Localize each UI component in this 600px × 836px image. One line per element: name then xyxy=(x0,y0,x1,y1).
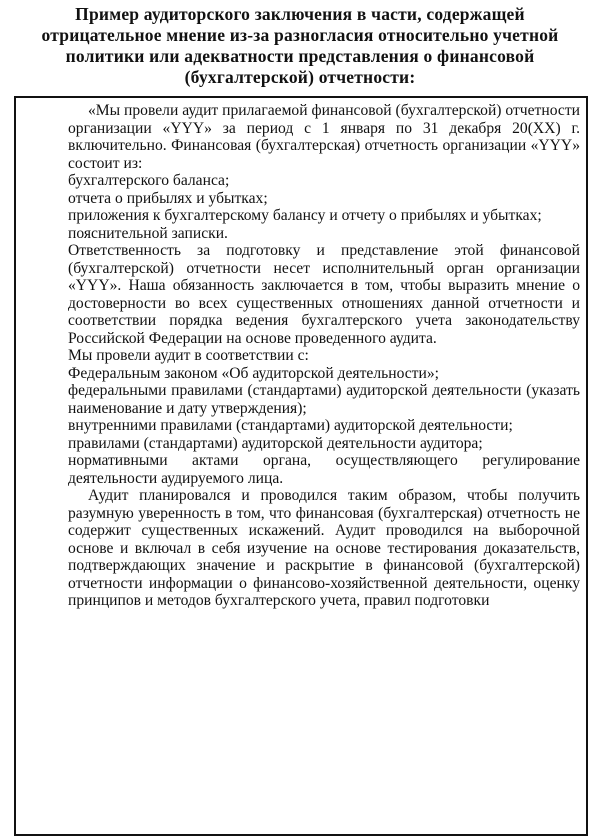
document-title: Пример аудиторского заключения в части, содержащей отрицательное мнение из-за разногласия относительно учетной политики или адекватности представления о финансовой (бухгалтерской) отчетности: xyxy=(41,4,559,87)
list-item: федеральными правилами (стандартами) аудиторской деятельности (указать наименование и дату утверждения); xyxy=(68,382,580,417)
list-item: внутренними правилами (стандартами) аудиторской деятельности; xyxy=(68,417,513,434)
paragraph-responsibility: Ответственность за подготовку и представление этой финансовой (бухгалтерской) отчетности несет исполнительный орган организации «YYY». Наша обязанность заключается в том, чтобы выразить мнение о достоверности во всех существенных отношениях данной отчетности и соответствии порядка ведения бухгалтерского учета законодательству Российской Федерации на основе проведенного аудита. xyxy=(68,242,580,347)
list-item: Федеральным законом «Об аудиторской деятельности»; xyxy=(68,364,439,382)
list-item: пояснительной записки. xyxy=(68,224,228,242)
quote-frame xyxy=(14,96,588,836)
list-item: правилами (стандартами) аудиторской деятельности аудитора; xyxy=(68,434,483,452)
list-item: бухгалтерского баланса; xyxy=(68,172,230,189)
list-item: отчета о прибылях и убытках; xyxy=(68,189,268,207)
paragraph-audit-planning: Аудит планировался и проводился таким образом, чтобы получить разумную уверенность в том, что финансовая (бухгалтерская) отчетность не содержит существенных искажений. Аудит проводился на выборочной основе и включал в себя изучение на основе тестирования доказательств, подтверждающих значение и раскрытие в финансовой (бухгалтерской) отчетности информации о финансово-хозяйственной деятельности, оценку принципов и методов бухгалтерского учета, правил подготовки xyxy=(68,487,580,609)
quote-body xyxy=(68,102,580,610)
list-item: приложения к бухгалтерскому балансу и отчету о прибылях и убытках; xyxy=(68,207,542,224)
list-item: нормативными актами органа, осуществляющего регулирование деятельности аудируемого лица. xyxy=(68,452,580,487)
paragraph-standards-intro: Мы провели аудит в соответствии с: xyxy=(68,347,309,364)
paragraph-intro: «Мы провели аудит прилагаемой финансовой (бухгалтерской) отчетности организации «YYY» за период с 1 января по 31 декабря 20(XX) г. включительно. Финансовая (бухгалтерская) отчетность организации «YYY» состоит из: xyxy=(68,102,580,172)
